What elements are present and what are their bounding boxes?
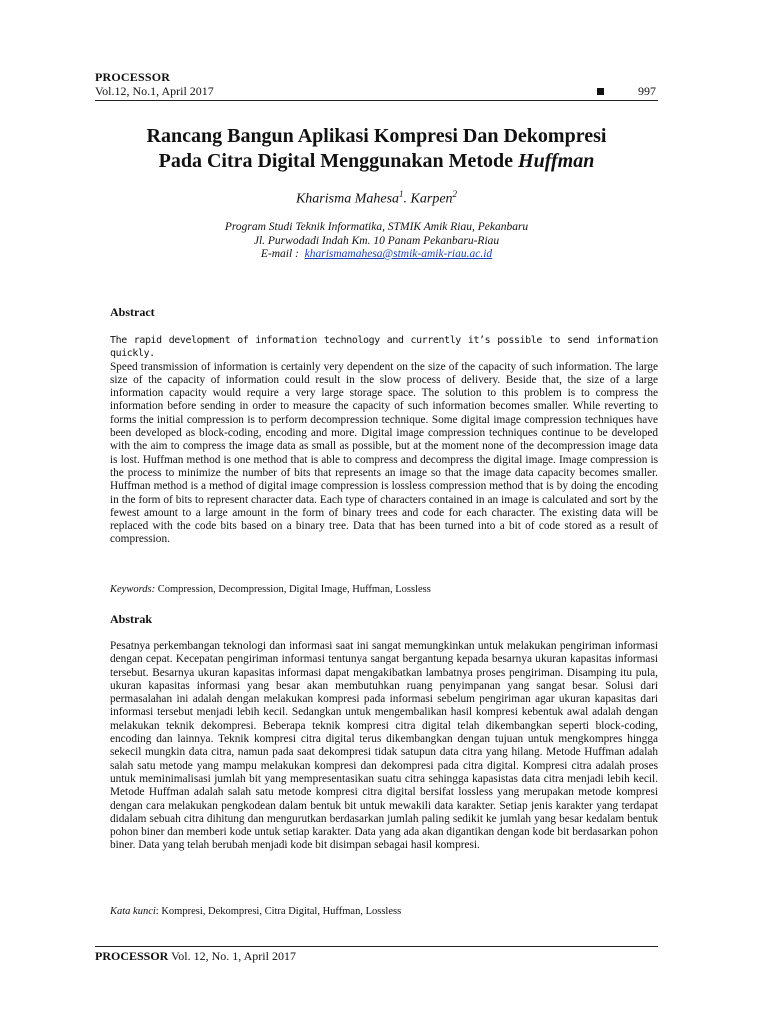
keywords-text: Compression, Decompression, Digital Image, Huffman, Lossless [157,584,431,595]
affiliation-email-line [95,248,658,262]
title-line-2 [95,149,658,174]
abstract-body [110,334,658,547]
footer-divider [95,946,658,947]
abstract-heading: Abstract [110,305,155,319]
author-list [95,189,658,208]
author-1: Kharisma Mahesa [295,191,400,207]
header-divider [95,100,658,101]
header-journal-name: PROCESSOR [95,70,171,84]
abstrak-heading: Abstrak [110,612,153,626]
affiliation-line-1: Program Studi Teknik Informatika, STMIK Amik Riau, Pekanbaru [224,221,529,233]
author-separator: . [403,191,411,207]
author-2: Karpen [410,191,453,207]
affiliation-line-2: Jl. Purwodadi Indah Km. 10 Panam Pekanbaru-Riau [253,234,500,247]
title-line-2-italic: Huffman [518,150,595,172]
header-page-number: 997 [638,84,656,98]
author-2-affiliation-mark: 2 [452,189,458,199]
kata-kunci-line [110,906,401,917]
keywords-line [110,584,431,595]
square-bullet-icon [597,88,604,95]
title-line-2-text: Pada Citra Digital Menggunakan Metode [158,150,514,172]
affiliation-block [95,221,658,262]
kata-kunci-label: Kata kunci [110,906,156,917]
footer-volume: Vol. 12, No. 1, April 2017 [171,949,296,963]
email-label: E-mail : [260,248,299,260]
abstract-paragraph: Speed transmission of information is certainly very dependent on the size of the capacity of such information. The large size of the capacity of information could result in the slow process of delivery. Beside that, the size of a large information capacity would require a very large storage space. The solution to this problem is to compress the information before sending in order to measure the capacity of such information becomes smaller. While reverting to forms the initial compression is to perform decompression technique. Some digital image compression techniques have been developed as block-coding, encoding and more. Digital image compression techniques continue to be developed with the aim to compress the image data as small as possible, but at the moment none of the decompression image data is lost. Huffman method is one method that is able to compress and decompress the digital image. Image compression is the process to minimize the number of bits that represents an image so that the image data capacity becomes smaller. Huffman method is a method of digital image compression is lossless compression method that is by doing the encoding in the form of bits to represent character data. Each type of characters contained in an image is calculated and sort by the fewest amount to a large amount in the form of binary trees and code for each character. The existing data will be replaced with the code bits based on a binary tree. Data that has been turned into a bit of code stored as a result of compression. [110,360,658,546]
keywords-label: Keywords: [110,584,156,595]
footer-journal-name: PROCESSOR [95,949,169,963]
email-link[interactable]: kharismamahesa@stmik-amik-riau.ac.id [304,248,493,260]
kata-kunci-text: : Kompresi, Dekompresi, Citra Digital, Huffman, Lossless [155,906,402,917]
footer [95,949,296,964]
abstrak-body: Pesatnya perkembangan teknologi dan informasi saat ini sangat memungkinkan untuk melakukan pengiriman informasi dengan cepat. Kecepatan pengiriman informasi tentunya sangat bergantung kepada besarnya ukuran kapasitas informasi tersebut. Besarnya ukuran kapasitas informasi dapat mengakibatkan lambatnya proses pengiriman. Disamping itu pula, ukuran kapasitas informasi yang besar akan membutuhkan ruang penyimpanan yang sangat besar. Solusi dari permasalahan ini adalah dengan melakukan kompresi pada informasi sebelum pengiriman agar ukuran kapasitas dari informasi tersebut menjadi lebih kecil. Sedangkan untuk mengembalikan hasil kompresi kebentuk awal adalah dengan melakukan teknik dekompresi. Beberapa teknik kompresi citra digital telah dikembangkan seperti block-coding, encoding dan lainnya. Teknik kompresi citra digital terus dikembangkan dengan tujuan untuk mengkompres hingga sekecil mungkin data citra, namun pada saat dekompresi tidak satupun data citra yang hilang. Metode Huffman adalah salah satu metode yang mampu melakukan kompresi dan dekompresi pada citra digital. Kompresi citra adalah proses untuk meminimalisasi jumlah bit yang mempresentasikan suatu citra sehingga kapasistas data citra menjadi lebih kecil. Metode Huffman adalah salah satu metode kompresi citra digital bersifat lossless yang merupakan metode kompresi dengan cara melakukan pengkodean dalam bentuk bit untuk mewakili data karakter. Setiap jenis karakter yang terdapat didalam sebuah citra dihitung dan mengurutkan berdasarkan jumlah paling sedikit ke jumlah yang besar kedalam bentuk pohon biner dan memberi kode untuk setiap karakter. Data yang ada akan digantikan dengan kode bit berdasarkan pohon biner. Data yang telah berubah menjadi kode bit disimpan sebagai hasil kompresi. [110,640,658,852]
author-1-affiliation-mark: 1 [399,189,404,199]
title-line-1: Rancang Bangun Aplikasi Kompresi Dan Dekompresi [146,125,607,147]
abstract-first-sentence: The rapid development of information technology and currently it’s possible to send information quickly. [110,335,658,360]
paper-title [95,124,658,174]
header-volume: Vol.12, No.1, April 2017 [95,84,214,98]
